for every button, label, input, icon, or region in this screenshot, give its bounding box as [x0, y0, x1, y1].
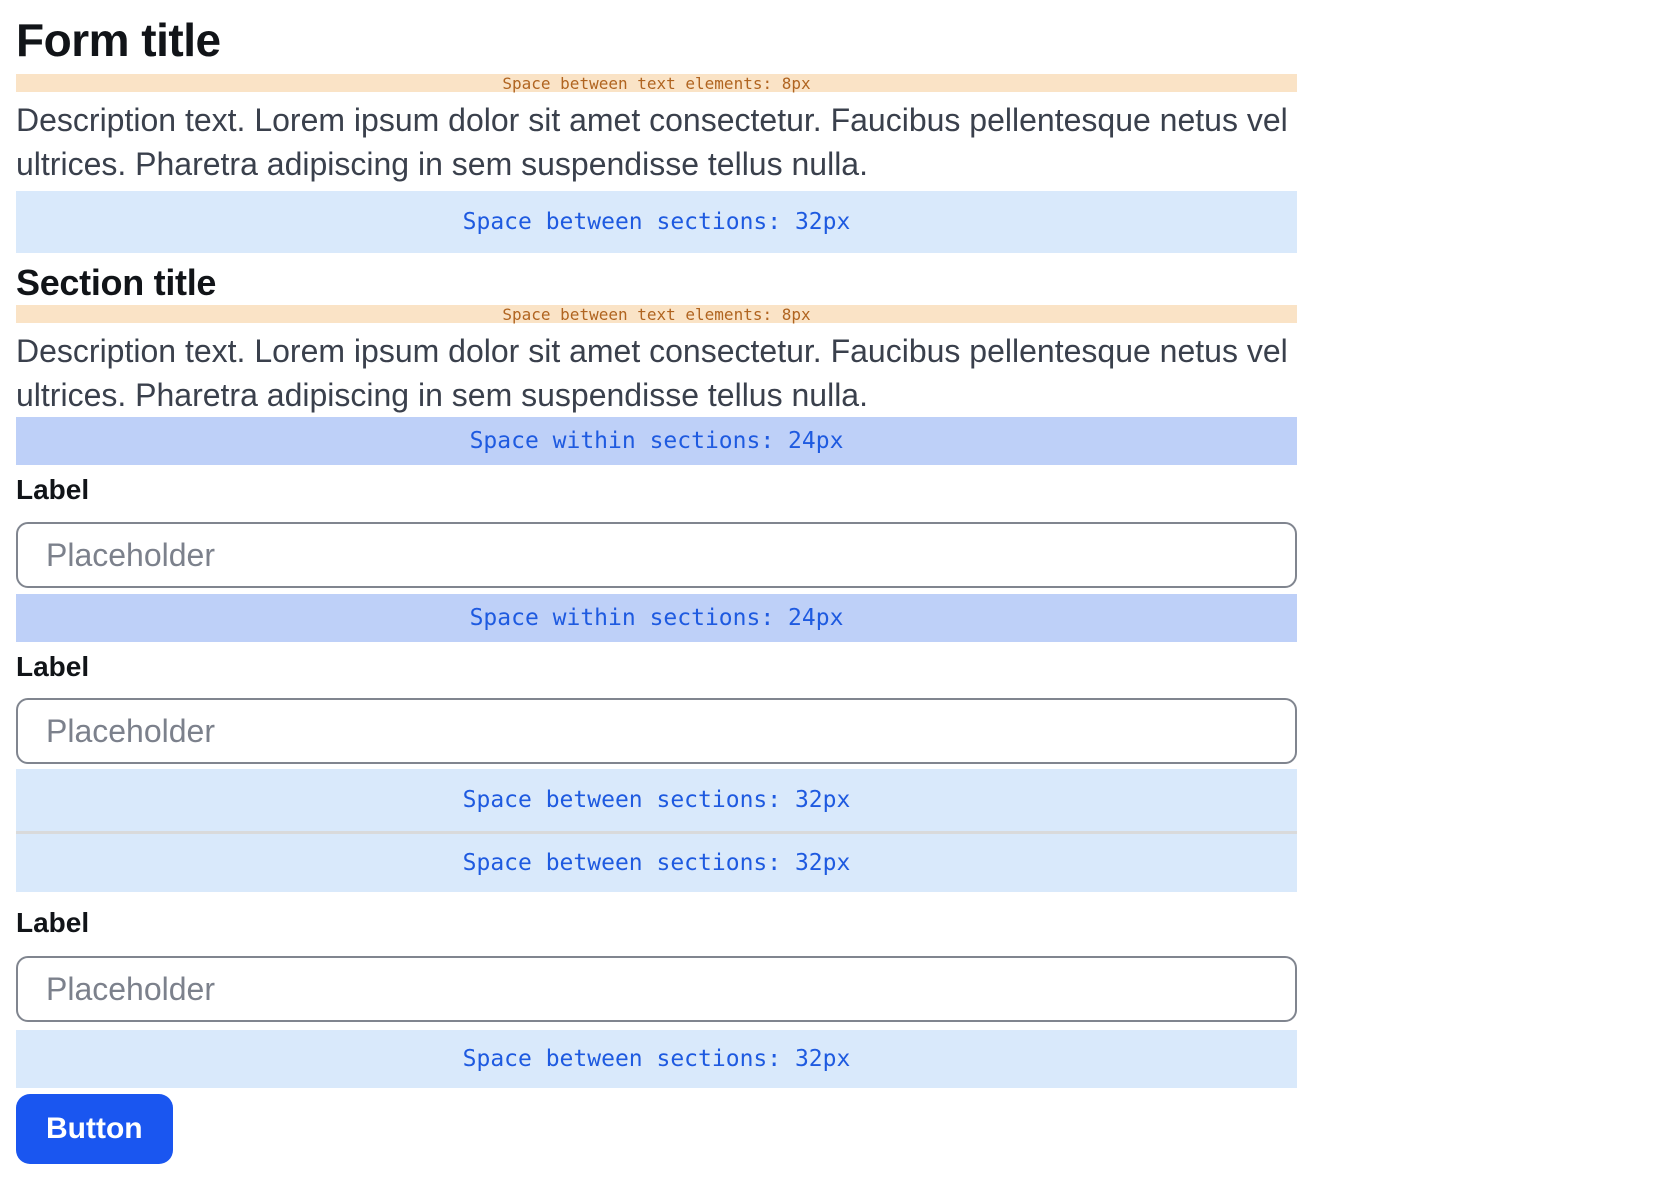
spacer-within-sections: [16, 417, 1297, 465]
spacer-between-text-elements: [16, 74, 1297, 92]
field-label-3: Label: [16, 907, 90, 938]
section-title: Section title: [16, 262, 217, 303]
text-input-2[interactable]: [16, 698, 1297, 764]
spacer-between-text-elements: [16, 305, 1297, 323]
spacer-between-sections: [16, 834, 1297, 892]
spacer-within-sections: [16, 594, 1297, 642]
spacer-label: Space within sections: 24px: [469, 428, 844, 454]
form-spec-page: [16, 14, 1297, 1164]
spacer-label: Space between sections: 32px: [462, 209, 851, 235]
field-label-2: Label: [16, 651, 90, 682]
form-description: Description text. Lorem ipsum dolor sit amet consectetur. Faucibus pellentesque netus vel ultrices. Pharetra adipiscing in sem suspendisse tellus nulla.: [16, 102, 1288, 182]
section-description: Description text. Lorem ipsum dolor sit amet consectetur. Faucibus pellentesque netus vel ultrices. Pharetra adipiscing in sem suspendisse tellus nulla.: [16, 333, 1288, 413]
spacer-label: Space between text elements: 8px: [502, 73, 811, 93]
spacer-label: Space between sections: 32px: [462, 850, 851, 876]
text-input-1[interactable]: [16, 522, 1297, 588]
field-label-1: Label: [16, 474, 90, 505]
spacer-between-sections: [16, 191, 1297, 253]
submit-button[interactable]: Button: [16, 1094, 173, 1164]
spacer-between-sections: [16, 769, 1297, 831]
spacer-between-sections: [16, 1030, 1297, 1088]
stacked-section-spacers: [16, 769, 1297, 892]
spacer-label: Space between sections: 32px: [462, 1046, 851, 1072]
spacer-label: Space between sections: 32px: [462, 787, 851, 813]
spacer-label: Space within sections: 24px: [469, 605, 844, 631]
text-input-3[interactable]: [16, 956, 1297, 1022]
form-title: Form title: [16, 14, 221, 66]
spacer-label: Space between text elements: 8px: [502, 304, 811, 324]
